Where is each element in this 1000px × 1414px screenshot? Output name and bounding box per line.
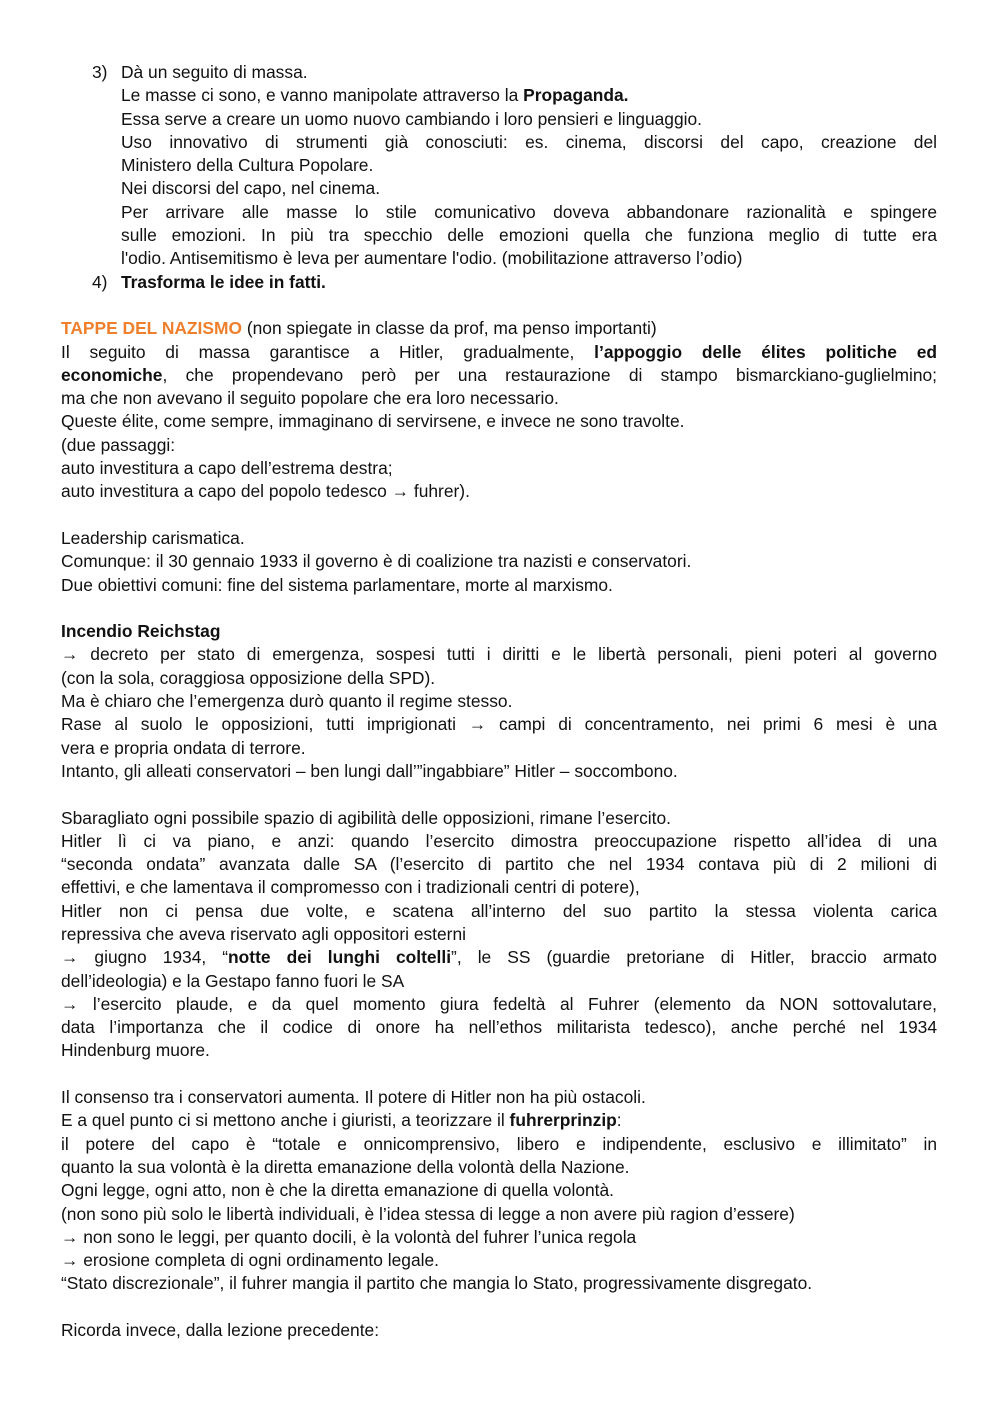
spacer	[61, 597, 937, 620]
text-line: (non sono più solo le libertà individuali, è l’idea stessa di legge a non avere più ragion d’essere)	[61, 1203, 795, 1224]
spacer	[61, 294, 937, 317]
section-heading-reichstag	[61, 620, 937, 643]
text-line: Uso innovativo di strumenti già conosciuti: es. cinema, discorsi del capo, creazione del	[121, 131, 937, 152]
text-line: data l’importanza che il codice di onore ha nell’ethos militarista tedesco), anche perché nel 1934	[61, 1017, 937, 1038]
text-span: :	[616, 1110, 622, 1131]
text-line: Ogni legge, ogni atto, non è che la diretta emanazione di quella volontà.	[61, 1180, 615, 1201]
text-span: → giugno 1934, “	[61, 947, 229, 968]
list-number: 3)	[92, 62, 108, 82]
text-line: (con la sola, coraggiosa opposizione della SPD).	[61, 667, 436, 688]
list-item-3	[61, 61, 937, 84]
text-line: “seconda ondata” avanzata dalle SA (l’esercito di partito che nel 1934 contava più di 2 milioni di	[61, 854, 937, 875]
text-line: Per arrivare alle masse lo stile comunicativo doveva abbandonare razionalità e spingere	[121, 201, 937, 222]
text-line: Nei discorsi del capo, nel cinema.	[121, 178, 381, 199]
list-item-title: Trasforma le idee in fatti.	[121, 271, 326, 292]
text-line: Essa serve a creare un uomo nuovo cambiando i loro pensieri e linguaggio.	[121, 108, 702, 129]
text-line: → non sono le leggi, per quanto docili, è la volontà del fuhrer l’unica regola	[61, 1226, 637, 1247]
text-line: Leadership carismatica.	[61, 527, 245, 548]
heading-text: TAPPE DEL NAZISMO	[61, 318, 243, 339]
text-line: Rase al suolo le opposizioni, tutti imprigionati → campi di concentramento, nei primi 6 mesi è una	[61, 714, 937, 735]
text-line: Ricorda invece, dalla lezione precedente:	[61, 1320, 380, 1341]
text-line: Due obiettivi comuni: fine del sistema parlamentare, morte al marxismo.	[61, 574, 613, 595]
text-line: auto investitura a capo del popolo tedesco → fuhrer).	[61, 481, 470, 502]
text-line: “Stato discrezionale”, il fuhrer mangia il partito che mangia lo Stato, progressivamente disgregato.	[61, 1273, 813, 1294]
text-line: → l’esercito plaude, e da quel momento giura fedeltà al Fuhrer (elemento da NON sottovalutare,	[61, 993, 937, 1014]
list-item-title: Dà un seguito di massa.	[121, 62, 308, 82]
text-line: Hitler non ci pensa due volte, e scatena all’interno del suo partito la stessa violenta carica	[61, 900, 937, 921]
text-line: repressiva che aveva riservato agli oppositori esterni	[61, 923, 467, 944]
heading-note: (non spiegate in classe da prof, ma penso importanti)	[242, 318, 657, 339]
document-page	[61, 61, 937, 1342]
bold-term: Propaganda.	[523, 85, 629, 106]
text-span: Il seguito di massa garantisce a Hitler, gradualmente,	[61, 341, 595, 362]
text-line: (due passaggi:	[61, 434, 176, 455]
text-line: → decreto per stato di emergenza, sospesi tutti i diritti e le libertà personali, pieni poteri al governo	[61, 644, 937, 665]
text-line: auto investitura a capo dell’estrema destra;	[61, 458, 393, 479]
bold-term: l’appoggio delle élites politiche ed	[594, 341, 937, 362]
text-line: quanto la sua volontà è la diretta emanazione della volontà della Nazione.	[61, 1156, 630, 1177]
bold-term: notte dei lunghi coltelli	[228, 947, 452, 968]
section-heading-tappe	[61, 317, 937, 340]
spacer	[61, 504, 937, 527]
text-line: Queste élite, come sempre, immaginano di servirsene, e invece ne sono travolte.	[61, 411, 685, 432]
text-line: → erosione completa di ogni ordinamento legale.	[61, 1250, 439, 1271]
text-line: Comunque: il 30 gennaio 1933 il governo è di coalizione tra nazisti e conservatori.	[61, 551, 692, 572]
text-line	[61, 946, 937, 969]
text-span: ”, le SS (guardie pretoriane di Hitler, braccio armato	[451, 947, 937, 968]
text-line: Intanto, gli alleati conservatori – ben lungi dall’”ingabbiare” Hitler – soccombono.	[61, 760, 678, 781]
text-line	[61, 1109, 937, 1132]
bold-term: fuhrerprinzip	[509, 1110, 617, 1131]
text-line: effettivi, e che lamentava il compromesso con i tradizionali centri di potere),	[61, 877, 640, 898]
list-number: 4)	[92, 271, 108, 292]
text-line: il potere del capo è “totale e onnicomprensivo, libero e indipendente, esclusivo e illimitato” in	[61, 1133, 937, 1154]
list-item-4	[61, 271, 937, 294]
text-line	[61, 84, 937, 107]
text-line: Il consenso tra i conservatori aumenta. Il potere di Hitler non ha più ostacoli.	[61, 1087, 646, 1108]
text-span: E a quel punto ci si mettono anche i giuristi, a teorizzare il	[61, 1110, 510, 1131]
text-line: l'odio. Antisemitismo è leva per aumentare l'odio. (mobilitazione attraverso l’odio)	[121, 248, 743, 269]
text-span: , che propendevano però per una restaurazione di stampo bismarckiano-guglielmino;	[162, 364, 937, 385]
bold-term: economiche	[61, 364, 163, 385]
text-line: vera e propria ondata di terrore.	[61, 737, 306, 758]
text-line: Ma è chiaro che l’emergenza durò quanto il regime stesso.	[61, 691, 513, 712]
text-line: Hitler lì ci va piano, e anzi: quando l’esercito dimostra preoccupazione rispetto all’idea di una	[61, 830, 937, 851]
text-line: Hindenburg muore.	[61, 1040, 210, 1061]
spacer	[61, 783, 937, 806]
text-span: Le masse ci sono, e vanno manipolate attraverso la	[121, 85, 524, 106]
spacer	[61, 1296, 937, 1319]
text-line: sulle emozioni. In più tra specchio delle emozioni quella che funziona meglio di tutte era	[121, 225, 937, 246]
text-line	[61, 341, 937, 364]
heading-text: Incendio Reichstag	[61, 621, 221, 642]
text-line: ma che non avevano il seguito popolare che era loro necessario.	[61, 388, 559, 409]
text-line	[61, 364, 937, 387]
spacer	[61, 1063, 937, 1086]
text-line: Sbaragliato ogni possibile spazio di agibilità delle opposizioni, rimane l’esercito.	[61, 807, 671, 828]
text-line: Ministero della Cultura Popolare.	[121, 155, 374, 176]
text-line: dell’ideologia) e la Gestapo fanno fuori le SA	[61, 970, 405, 991]
